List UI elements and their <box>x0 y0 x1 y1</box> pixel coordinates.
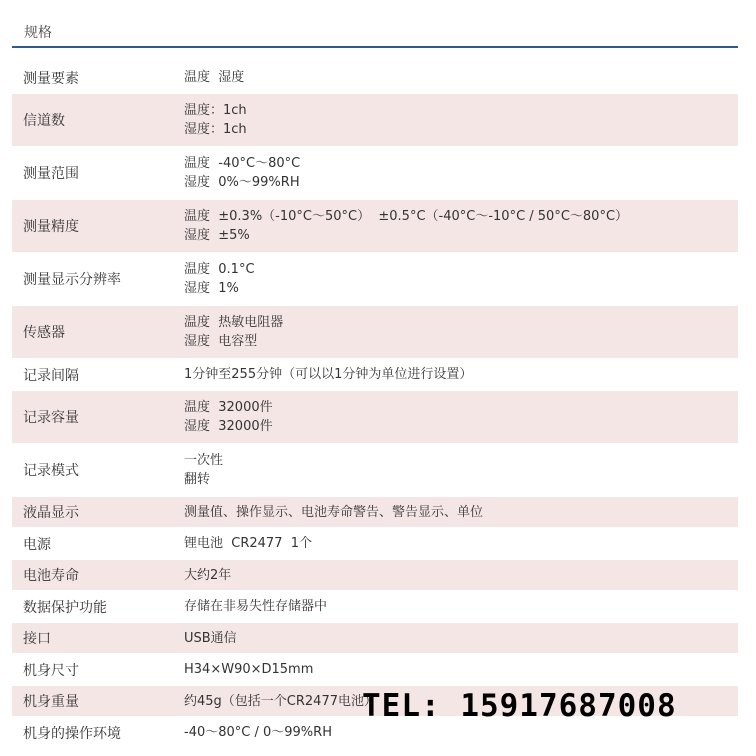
spec-label: 记录间隔 <box>23 367 79 384</box>
spec-value: 约45g（包括一个CR2477电池） <box>184 693 377 709</box>
spec-row <box>12 253 738 306</box>
spec-label: 测量要素 <box>23 70 79 87</box>
spec-value: USB通信 <box>184 630 237 646</box>
spec-value: 大约2年 <box>184 567 232 583</box>
spec-row <box>12 591 738 623</box>
spec-row <box>12 147 738 200</box>
spec-value: 测量值、操作显示、电池寿命警告、警告显示、单位 <box>184 504 484 520</box>
spec-label: 数据保护功能 <box>23 599 107 616</box>
spec-value: H34×W90×D15mm <box>184 662 314 677</box>
spec-label: 接口 <box>23 631 51 647</box>
spec-label: 测量范围 <box>23 166 79 182</box>
spec-label: 记录容量 <box>23 410 79 426</box>
spec-label: 测量显示分辨率 <box>23 272 121 288</box>
spec-label: 传感器 <box>23 325 65 341</box>
spec-row <box>12 654 738 686</box>
spec-label: 信道数 <box>23 113 65 129</box>
spec-value: 温度 湿度 <box>184 70 245 85</box>
spec-label: 测量精度 <box>23 219 79 235</box>
spec-label: 电池寿命 <box>23 568 79 584</box>
spec-value: 1分钟至255分钟（可以以1分钟为单位进行设置） <box>184 367 473 382</box>
spec-label: 机身尺寸 <box>23 662 79 679</box>
spec-row <box>12 497 738 528</box>
spec-label: 电源 <box>23 536 51 553</box>
phone-watermark: TEL: 15917687008 <box>362 688 677 724</box>
spec-row <box>12 94 738 147</box>
spec-label: 液晶显示 <box>23 505 79 521</box>
spec-row <box>12 528 738 560</box>
spec-value: 锂电池 CR2477 1个 <box>184 536 312 551</box>
spec-value: 存储在非易失性存储器中 <box>184 599 328 614</box>
spec-row <box>12 306 738 359</box>
spec-row <box>12 560 738 591</box>
spec-table <box>12 62 738 749</box>
spec-value: 温度 32000件 湿度 32000件 <box>184 400 273 434</box>
spec-row <box>12 359 738 391</box>
spec-row <box>12 444 738 497</box>
spec-row <box>12 200 738 253</box>
spec-row <box>12 623 738 654</box>
spec-header <box>12 0 738 48</box>
spec-label: 机身重量 <box>23 694 79 710</box>
spec-value: 温度：1ch 湿度：1ch <box>184 103 247 137</box>
spec-value: 温度 热敏电阻器 湿度 电容型 <box>184 315 284 349</box>
page-title: 规格 <box>24 25 52 41</box>
spec-value: 温度 -40°C～80°C 湿度 0%～99%RH <box>184 156 301 190</box>
spec-value: 一次性 翻转 <box>184 453 224 487</box>
spec-value: 温度 0.1°C 湿度 1% <box>184 262 255 296</box>
spec-row <box>12 391 738 444</box>
spec-label: 记录模式 <box>23 463 79 479</box>
spec-value: 温度 ±0.3%（-10°C～50°C） ±0.5°C（-40°C～-10°C / 50°C～80°C） 湿度 ±5% <box>184 209 629 243</box>
spec-value: -40～80°C / 0～99%RH <box>184 725 332 740</box>
spec-label: 机身的操作环境 <box>23 725 121 742</box>
spec-row <box>12 62 738 94</box>
